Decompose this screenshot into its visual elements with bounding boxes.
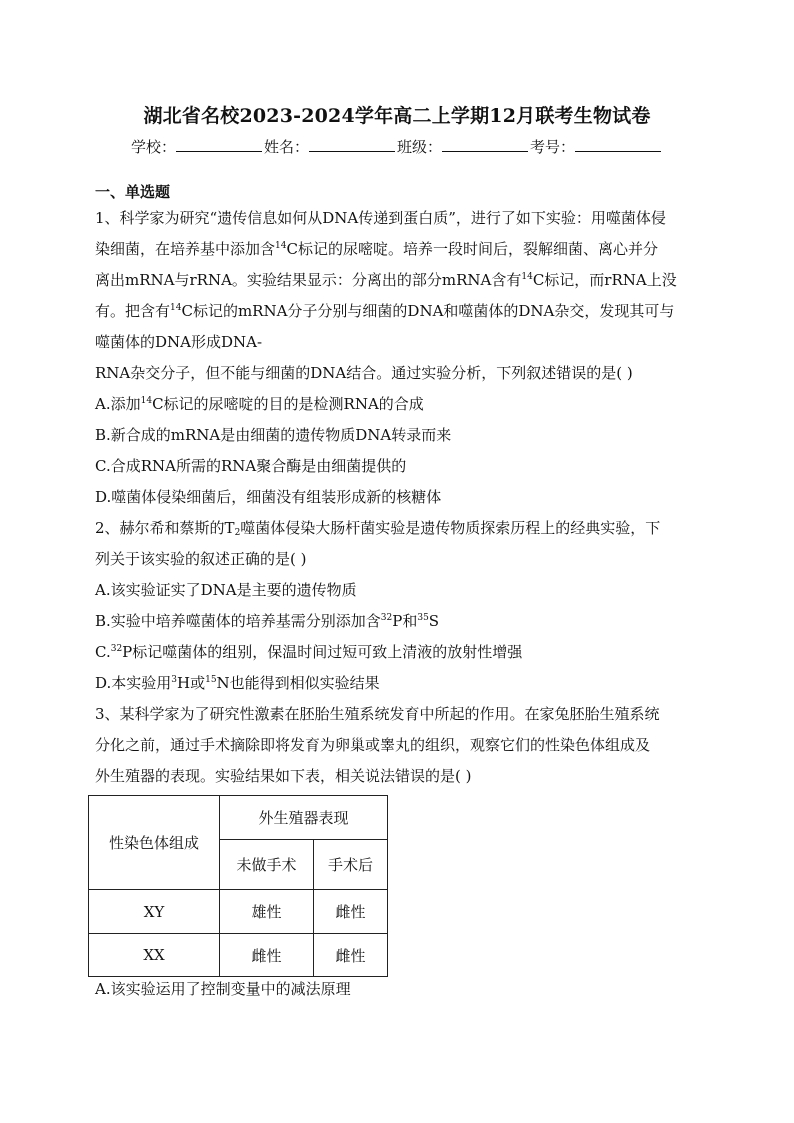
table-cell-after: 雌性 bbox=[314, 934, 388, 977]
table-cell-chromosome: XX bbox=[89, 934, 220, 977]
q1-option-b: B.新合成的mRNA是由细菌的遗传物质DNA转录而来 bbox=[95, 426, 452, 444]
table-header-genitalia: 外生殖器表现 bbox=[220, 796, 388, 840]
q2-option-d: D.本实验用$^3$H或$^{15}$N也能得到相似实验结果 bbox=[95, 674, 380, 692]
section-heading: 一、单选题 bbox=[95, 183, 171, 201]
table-row bbox=[89, 934, 388, 977]
table-cell-before: 雌性 bbox=[220, 934, 314, 977]
table-header-chromosome: 性染色体组成 bbox=[89, 796, 220, 890]
table-cell-chromosome: XY bbox=[89, 890, 220, 934]
school-label: 学校： bbox=[130, 138, 176, 156]
q2-option-a: A.该实验证实了DNA是主要的遗传物质 bbox=[95, 581, 357, 599]
q1-stem-line: 1、科学家为研究“遗传信息如何从DNA传递到蛋白质”，进行了如下实验：用噬菌体侵 bbox=[95, 209, 666, 227]
q1-stem-line: RNA杂交分子，但不能与细菌的DNA结合。通过实验分析，下列叙述错误的是( ) bbox=[95, 364, 633, 382]
q2-stem-line: 列关于该实验的叙述正确的是( ) bbox=[95, 550, 307, 568]
results-table bbox=[88, 795, 388, 977]
exam-title: 湖北省名校2023-2024学年高二上学期12月联考生物试卷 bbox=[143, 105, 651, 127]
q3-stem-line: 分化之前，通过手术摘除即将发育为卵巢或睾丸的组织，观察它们的性染色体组成及 bbox=[95, 736, 651, 754]
exam-number-blank bbox=[575, 137, 661, 152]
name-blank bbox=[309, 137, 395, 152]
student-info-line bbox=[0, 136, 794, 157]
q2-option-c: C.$^{32}$P标记噬菌体的组别，保温时间过短可致上清液的放射性增强 bbox=[95, 643, 523, 661]
q1-option-d: D.噬菌体侵染细菌后，细菌没有组装形成新的核糖体 bbox=[95, 488, 442, 506]
questions bbox=[95, 203, 707, 792]
q3-stem-line: 外生殖器的表现。实验结果如下表，相关说法错误的是( ) bbox=[95, 767, 472, 785]
q2-option-b: B.实验中培养噬菌体的培养基需分别添加含$^{32}$P和$^{35}$S bbox=[95, 612, 440, 630]
q1-stem-line: 离出mRNA与rRNA。实验结果显示：分离出的部分mRNA含有$^{14}$C标记，而rRNA上没 bbox=[95, 271, 677, 289]
q1-stem-line: 噬菌体的DNA形成DNA- bbox=[95, 333, 263, 351]
table-cell-before: 雄性 bbox=[220, 890, 314, 934]
q1-stem-line: 染细菌，在培养基中添加含$^{14}$C标记的尿嘧啶。培养一段时间后，裂解细菌、离心并分 bbox=[95, 240, 658, 258]
q3-option-a: A.该实验运用了控制变量中的减法原理 bbox=[95, 980, 351, 998]
name-label: 姓名： bbox=[263, 138, 309, 156]
table-cell-after: 雌性 bbox=[314, 890, 388, 934]
q1-option-a: A.添加$^{14}$C标记的尿嘧啶的目的是检测RNA的合成 bbox=[95, 395, 424, 413]
table-subheader-after-surgery: 手术后 bbox=[314, 840, 388, 890]
table-row bbox=[89, 890, 388, 934]
exam-number-label: 考号： bbox=[530, 138, 576, 156]
q2-stem-line: 2、赫尔希和蔡斯的$T_2$噬菌体侵染大肠杆菌实验是遗传物质探索历程上的经典实验，下 bbox=[95, 519, 661, 538]
q1-option-c: C.合成RNA所需的RNA聚合酶是由细菌提供的 bbox=[95, 457, 407, 475]
class-label: 班级： bbox=[397, 138, 443, 156]
q3-stem-line: 3、某科学家为了研究性激素在胚胎生殖系统发育中所起的作用。在家兔胚胎生殖系统 bbox=[95, 705, 660, 723]
q1-stem-line: 有。把含有$^{14}$C标记的mRNA分子分别与细菌的DNA和噬菌体的DNA杂交，发现其可与 bbox=[95, 302, 675, 320]
class-blank bbox=[442, 137, 528, 152]
table-subheader-no-surgery: 未做手术 bbox=[220, 840, 314, 890]
school-blank bbox=[176, 137, 262, 152]
